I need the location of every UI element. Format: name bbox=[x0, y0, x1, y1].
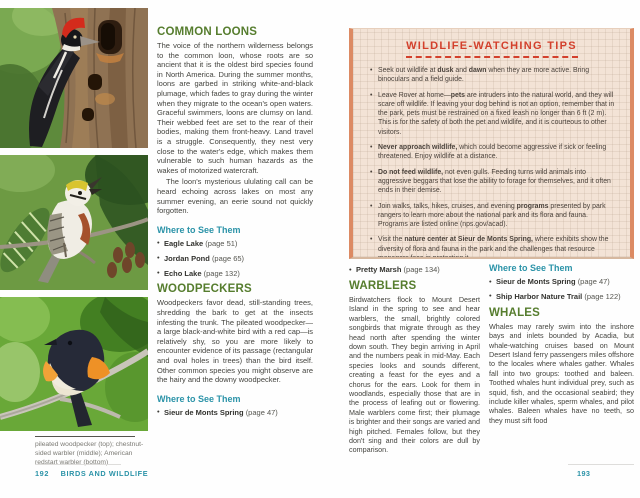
tips-box-title: WILDLIFE-WATCHING TIPS bbox=[406, 40, 577, 52]
dashed-divider bbox=[406, 56, 578, 58]
woodpeckers-where-to-see-heading: Where to See Them bbox=[157, 393, 241, 404]
list-item: • Pretty Marsh (page 134) bbox=[349, 265, 480, 274]
warblers-where-to-see-heading: Where to See Them bbox=[489, 263, 573, 273]
warblers-paragraph-1: Birdwatchers flock to Mount Desert Island in the spring to see and hear warblers, the small, brightly colored songbirds that migrate through as they head north after spending the winter down south. They begin arriving in April and the numbers peak in mid-May. Each species looks and sounds different, creating a feast for the eyes and a chorus for the ears. Look for them in woodlands, especially those that are in the process of leafing out or flowering. Male warblers come first; their plumage is brighter and their songs are varied and high pitched. Females follow, but they don't sing and their colors are dull by comparison. bbox=[349, 294, 480, 455]
tips-list bbox=[365, 66, 618, 259]
woodpeckers-heading: WOODPECKERS bbox=[157, 283, 252, 296]
whales-paragraph-1: Whales may rarely swim into the inshore bays and inlets bounded by Acadia, but whale-watching cruises based on Mount Desert Island ferry passengers miles offshore to the locales where whales gather. Whales fall into two groups: toothed and baleen. Toothed whales hunt individual prey, such as squid, fish, and the occasional seabird; they include killer whales, sperm whales, and pilot whales. Baleen whales have no teeth, so they must sift food bbox=[489, 321, 634, 425]
tip-item: • Never approach wildlife, which could become aggressive if sick or feeling threatened. Enjoy wildlife at a distance. bbox=[369, 143, 616, 162]
photo-caption: pileated woodpecker (top); chestnut-sided warbler (middle); American redstart warbler (bottom) bbox=[35, 441, 144, 466]
tip-item: • Join walks, talks, hikes, cruises, and evening programs presented by park rangers to learn more about the national park and its flora and fauna. Programs are listed online (nps.gov/acad). bbox=[369, 202, 616, 230]
right-page-footer bbox=[577, 469, 590, 478]
list-item: • Ship Harbor Nature Trail (page 122) bbox=[489, 292, 634, 301]
loons-where-to-see-heading: Where to See Them bbox=[157, 224, 241, 235]
woodpeckers-where-to-see-list bbox=[157, 408, 313, 417]
right-page-number: 193 bbox=[577, 469, 591, 478]
warblers-heading: WARBLERS bbox=[349, 279, 417, 292]
left-page-text-column bbox=[157, 26, 313, 472]
list-item: • Sieur de Monts Spring (page 47) bbox=[489, 277, 634, 286]
woodpeckers-paragraph-1: Woodpeckers favor dead, still-standing trees, shredding the bark to get at the insects infesting the trunk. The pileated woodpecker—a large black-and-white bird with a red cap—is relatively shy, so you are more likely to encounter evidence of its passage (rectangular and oval holes in trees) than the bird itself. Other common species you might observe are the hairy and the downy woodpecker. bbox=[157, 298, 313, 385]
wildlife-watching-tips-box bbox=[349, 28, 634, 259]
common-loons-paragraph-2: The loon's mysterious ululating call can be heard echoing across lakes on most any summer evening, an eerie sound not quickly forgotten. bbox=[157, 177, 313, 216]
list-item: • Jordan Pond (page 65) bbox=[157, 254, 313, 263]
list-item: • Eagle Lake (page 51) bbox=[157, 239, 313, 248]
pileated-woodpecker-photo bbox=[0, 8, 148, 148]
loons-where-to-see-list bbox=[157, 239, 313, 278]
caption-divider bbox=[35, 436, 135, 437]
tip-item: • Seek out wildlife at dusk and dawn when they are more active. Bring binoculars and a field guide. bbox=[369, 66, 616, 85]
photo-caption-block bbox=[35, 436, 148, 468]
tip-item: • Visit the nature center at Sieur de Monts Spring, where exhibits show the diversity of flora and fauna in the park and the challenges that resource managers face in protecting it. bbox=[369, 235, 616, 259]
right-footer-rule bbox=[568, 464, 634, 465]
woodpeckers-where-continued-list bbox=[349, 265, 480, 274]
footer-section-label: BIRDS AND WILDLIFE bbox=[60, 469, 149, 478]
common-loons-paragraph-1: The voice of the northern wilderness belongs to the common loon, whose roots are so ancient that it is the oldest bird species found in North America. During the summer months, loons are garbed in striking white-and-black plumage, which fades to gray during the winter when they migrate to the ocean's open waters. Graceful swimmers, loons are clumsy on land. Their webbed feet are set to the rear of their bodies, making them front-heavy. Land travel is a struggle. Consequently, they nest very close to the water's edge, which makes them vulnerable to such human hazards as the wakes of motorized watercraft. bbox=[157, 41, 313, 175]
chestnut-sided-warbler-illustration bbox=[0, 155, 148, 290]
pileated-woodpecker-illustration bbox=[0, 8, 148, 148]
tip-item: • Do not feed wildlife, not even gulls. Feeding turns wild animals into aggressive beggars that lose the ability to forage for themselves, and it often ends in their demise. bbox=[369, 168, 616, 196]
left-footer-rule bbox=[35, 464, 121, 465]
warblers-where-to-see-list bbox=[489, 277, 634, 301]
american-redstart-illustration bbox=[0, 297, 148, 431]
left-page-number: 192 bbox=[35, 469, 49, 478]
right-page-left-column bbox=[349, 263, 480, 495]
common-loons-heading: COMMON LOONS bbox=[157, 26, 258, 38]
right-page-right-column bbox=[489, 263, 634, 495]
tip-item: • Leave Rover at home—pets are intruders into the natural world, and they will scare off wildlife. If leaving your dog behind is not an option, remember that in the park, pets must be restrained on a fixed leash no longer than 6 ft (2 m). This is for the safety of both the pet and wildlife, and it is courteous to other visitors. bbox=[369, 91, 616, 137]
american-redstart-photo bbox=[0, 297, 148, 431]
chestnut-sided-warbler-photo bbox=[0, 155, 148, 290]
list-item: • Echo Lake (page 132) bbox=[157, 269, 313, 278]
left-page-footer bbox=[35, 469, 148, 478]
whales-heading: WHALES bbox=[489, 306, 541, 319]
list-item: • Sieur de Monts Spring (page 47) bbox=[157, 408, 313, 417]
